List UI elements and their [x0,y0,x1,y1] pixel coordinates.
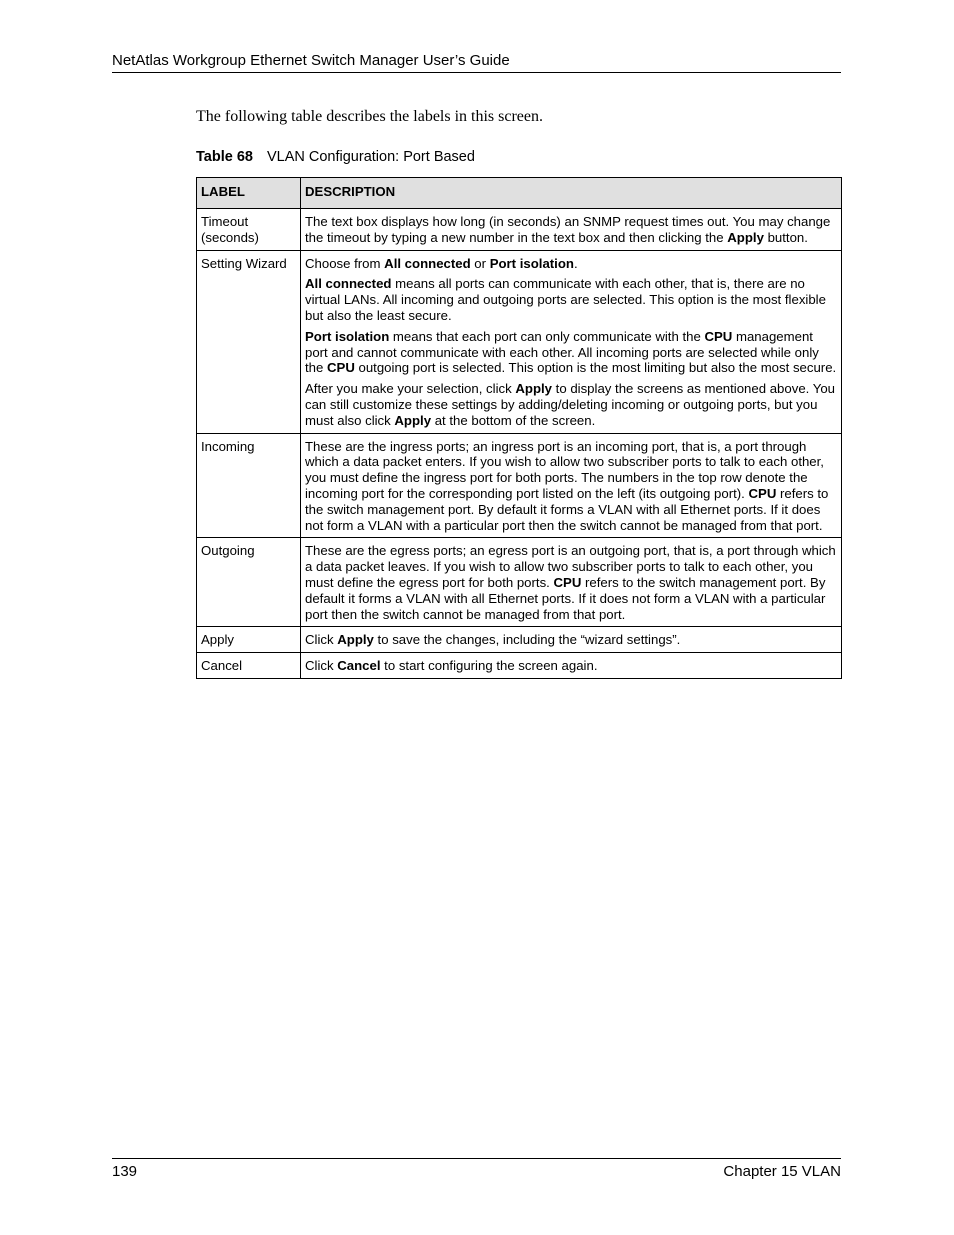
description-text: These are the ingress ports; an ingress port is an incoming port, that is, a port through which a data packet enters. If you wish to allow two subscriber ports to talk to each other, you must define the ingress port for both ports. The numbers in the top row denote the incoming port for the corresponding port listed on the left (its outgoing port). [305,438,824,501]
table-number: Table 68 [196,149,253,165]
description-paragraph [305,276,837,323]
row-description [301,653,842,679]
row-label: Outgoing [197,538,301,627]
description-text: to display the screens as mentioned above. You can still customize these settings by adding/deleting incoming or outgoing ports, but you must also click [305,381,835,428]
emphasized-term: Apply [727,229,764,245]
description-paragraph [305,543,837,622]
description-paragraph [305,439,837,534]
emphasized-term: CPU [748,485,777,501]
description-text: to save the changes, including the “wizard settings”. [373,632,681,648]
emphasized-term: Cancel [337,658,381,674]
description-text: to start configuring the screen again. [380,658,598,674]
column-header-label: LABEL [197,178,301,209]
intro-paragraph: The following table describes the labels in this screen. [196,108,544,125]
emphasized-term: Port isolation [489,255,574,271]
page-number: 139 [112,1163,138,1180]
emphasized-term: Port isolation [305,328,390,344]
table-body [197,209,842,679]
description-text: Click [305,632,338,648]
row-description [301,433,842,538]
description-text: refers to the switch management port. By default it forms a VLAN with all Ethernet ports. If it does not form a VLAN with a particular port then the switch cannot be managed from that port. [305,485,829,533]
table-row [197,250,842,433]
description-paragraph [305,214,837,246]
description-paragraph [305,256,837,272]
row-description [301,627,842,653]
emphasized-term: All connected [305,276,392,292]
description-paragraph [305,381,837,428]
table-row [197,433,842,538]
row-description [301,209,842,251]
row-label: Setting Wizard [197,250,301,433]
description-text: management port and cannot communicate with each other. All incoming ports are selected while only the [305,328,819,376]
emphasized-term: Apply [337,632,374,648]
table-row [197,653,842,679]
running-header [112,52,841,73]
description-text: Click [305,658,338,674]
description-text: Choose from [305,255,385,271]
row-label: Apply [197,627,301,653]
description-text: means that each port can only communicate with the [389,328,705,344]
description-paragraph [305,329,837,376]
emphasized-term: Apply [515,381,552,397]
emphasized-term: CPU [704,328,733,344]
description-paragraph [305,658,837,674]
row-label: Incoming [197,433,301,538]
description-paragraph [305,632,837,648]
header-title: NetAtlas Workgroup Ethernet Switch Manager User’s Guide [112,52,510,69]
table-row [197,538,842,627]
chapter-title: Chapter 15 VLAN [723,1163,841,1180]
description-text: These are the egress ports; an egress port is an outgoing port, that is, a port through which a data packet leaves. If you wish to allow two subscriber ports to talk to each other, you must define the egress port for both ports. [305,543,836,590]
column-header-description: DESCRIPTION [301,178,842,209]
label-description-table [196,177,842,679]
emphasized-term: CPU [327,360,355,376]
page-footer [112,1158,841,1180]
description-text: outgoing port is selected. This option is the most limiting but also the most secure. [354,360,837,376]
emphasized-term: CPU [553,574,582,590]
table-row [197,209,842,251]
description-text: refers to the switch management port. By default it forms a VLAN with all Ethernet ports. If it does not form a VLAN with a particular port then the switch cannot be managed from that port. [305,574,826,622]
description-text: . [573,255,578,271]
description-text: button. [763,229,808,245]
row-label: Timeout (seconds) [197,209,301,251]
table-header-row [197,178,842,209]
table-caption [196,149,475,165]
description-text: The text box displays how long (in seconds) an SNMP request times out. You may change the timeout by typing a new number in the text box and then clicking the [305,214,831,245]
emphasized-term: Apply [394,412,432,428]
table-row [197,627,842,653]
row-description [301,250,842,433]
description-text: or [470,255,490,271]
row-description [301,538,842,627]
description-text: means all ports can communicate with each other, that is, there are no virtual LANs. All incoming and outgoing ports are selected. This option is the most flexible but also the least secure. [305,276,826,323]
table-title: VLAN Configuration: Port Based [266,149,475,165]
row-label: Cancel [197,653,301,679]
emphasized-term: All connected [384,255,471,271]
description-text: After you make your selection, click [305,381,516,397]
description-text: at the bottom of the screen. [431,412,596,428]
